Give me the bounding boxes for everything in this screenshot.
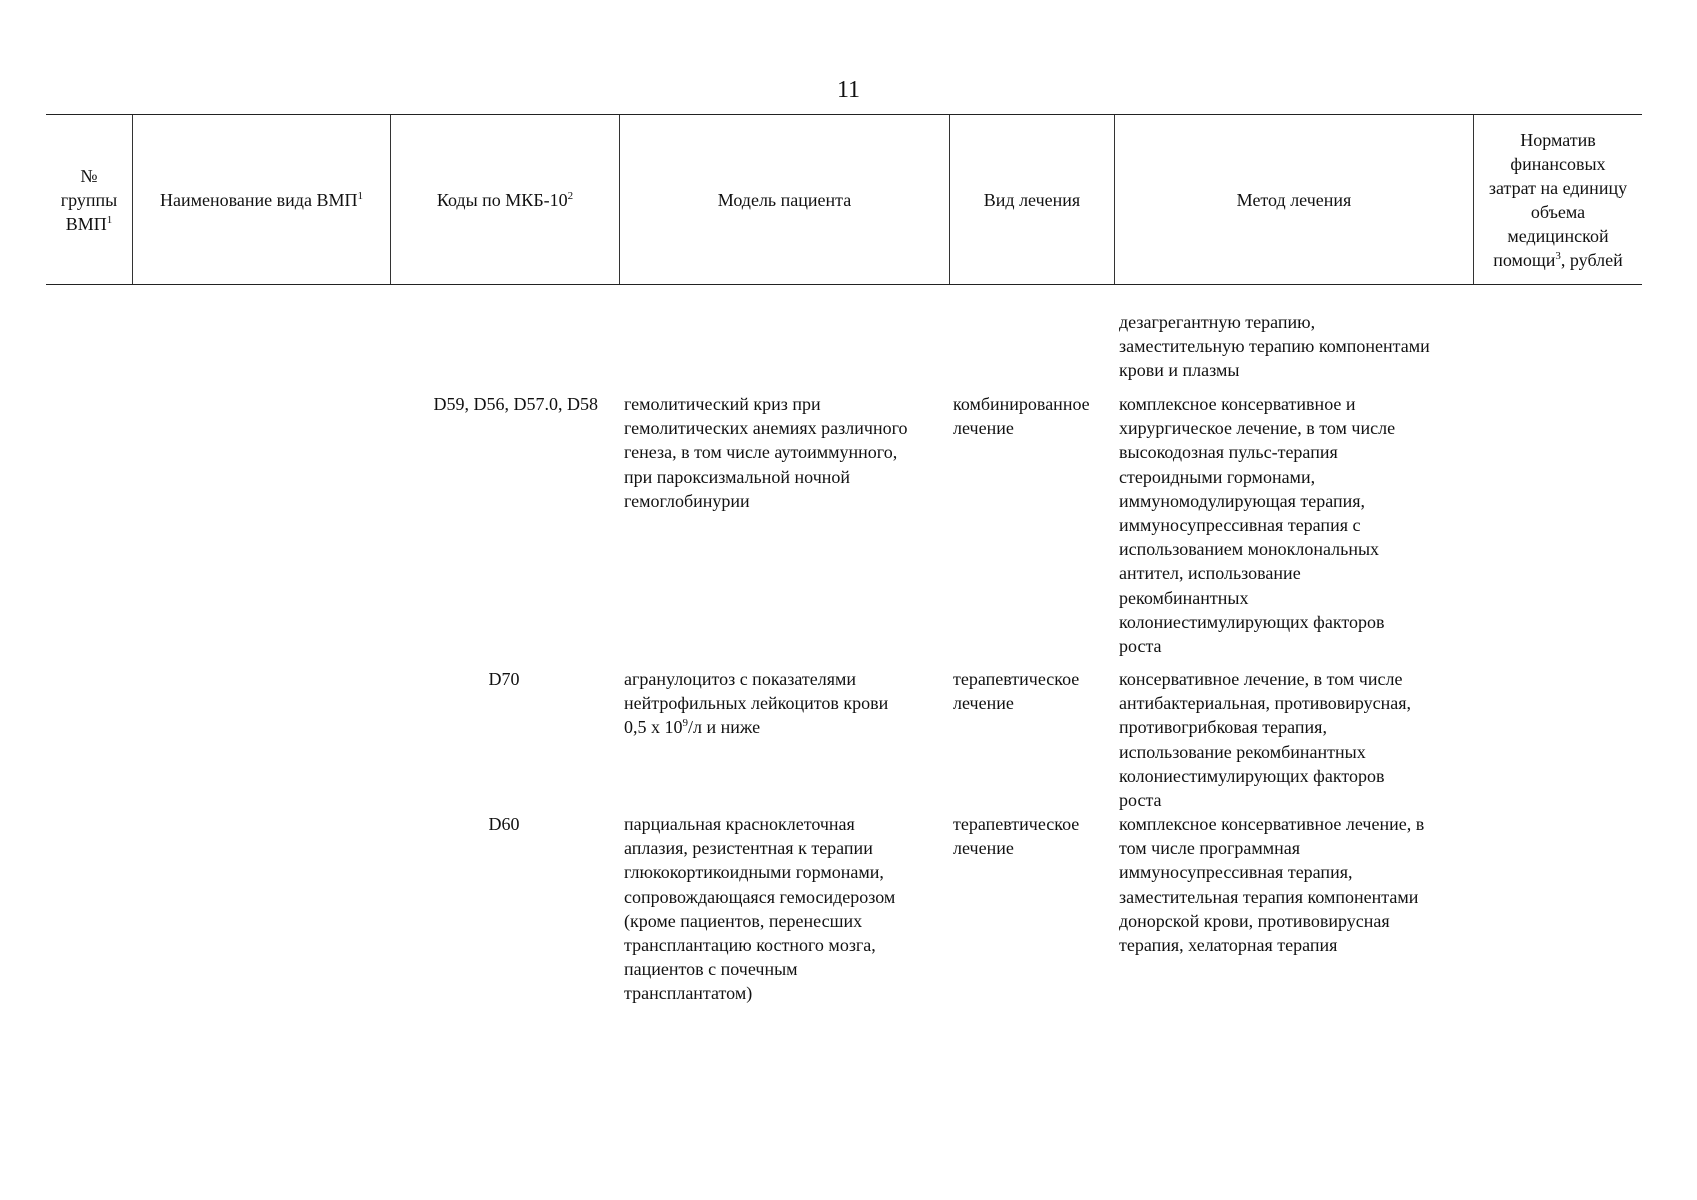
text-line: роста (1119, 790, 1162, 811)
text-line: хирургическое лечение, в том числе (1119, 418, 1396, 439)
table-row-2-patient-model (624, 667, 888, 740)
table-row-3-patient-model (624, 812, 895, 1006)
header-cost-norm-label: Норматив финансовых затрат на единицу объема медицинской помощи (1488, 129, 1628, 270)
footnote-marker: 2 (567, 189, 574, 202)
footnote-marker: 1 (106, 213, 113, 226)
text-line: иммуносупрессивная терапия с (1119, 515, 1361, 536)
table-header-row (46, 114, 1642, 285)
table-row-3-codes: D60 (488, 814, 520, 834)
text-line: гемолитических анемиях различного (624, 418, 908, 439)
footnote-marker: 3 (1555, 249, 1561, 262)
text-line: дезагрегантную терапию, (1119, 312, 1316, 332)
header-treatment-type (950, 115, 1115, 284)
text-line: лечение (953, 418, 1014, 439)
header-patient-model-label: Модель пациента (717, 189, 852, 210)
header-vmp-name-label: Наименование вида ВМП (160, 189, 358, 210)
exponent: 9 (682, 717, 688, 730)
text-line: крови и плазмы (1119, 360, 1240, 381)
text-line: парциальная красноклеточная (624, 814, 855, 834)
text-line: нейтрофильных лейкоцитов крови (624, 693, 889, 714)
text-line: заместительную терапию компонентами (1119, 336, 1430, 357)
text-line (624, 715, 888, 739)
text-line: рекомбинантных (1119, 587, 1249, 608)
text-line: использование рекомбинантных (1119, 741, 1366, 762)
text-fragment: /л и ниже (688, 717, 761, 738)
text-line: комплексное консервативное и (1119, 394, 1356, 414)
continuation-method-text (1119, 310, 1430, 383)
text-line: консервативное лечение, в том числе (1119, 669, 1403, 689)
text-line: аплазия, резистентная к терапии (624, 838, 873, 859)
text-line: трансплантатом) (624, 983, 753, 1004)
text-line: лечение (953, 838, 1014, 859)
text-line: противогрибковая терапия, (1119, 717, 1327, 738)
table-row-1-treatment-type (953, 392, 1090, 440)
table-row-1-treatment-method (1119, 392, 1395, 658)
text-line: антител, использование (1119, 563, 1301, 584)
table-row-2-treatment-type (953, 667, 1079, 715)
header-patient-model (620, 115, 950, 284)
text-line: гемолитический криз при (624, 394, 821, 414)
text-line: генеза, в том числе аутоиммунного, (624, 442, 898, 463)
text-line: при пароксизмальной ночной (624, 466, 851, 487)
page-number: 11 (836, 77, 861, 103)
text-line: том числе программная (1119, 838, 1301, 859)
text-fragment: 0,5 x 10 (624, 717, 683, 738)
header-treatment-method (1115, 115, 1474, 284)
header-vmp-name (133, 115, 391, 284)
header-treatment-method-label: Метод лечения (1236, 189, 1352, 210)
text-line: комплексное консервативное лечение, в (1119, 814, 1425, 834)
text-line: пациентов с почечным (624, 959, 798, 980)
footnote-marker: 1 (357, 189, 363, 202)
text-line: трансплантацию костного мозга, (624, 935, 876, 956)
table-row-2-treatment-method (1119, 667, 1411, 812)
text-line: антибактериальная, противовирусная, (1119, 693, 1412, 714)
text-line: заместительная терапия компонентами (1119, 886, 1419, 907)
text-line: комбинированное (953, 394, 1090, 414)
text-line: использованием моноклональных (1119, 539, 1380, 560)
text-line: высокодозная пульс-терапия (1119, 442, 1338, 463)
text-line: иммуномодулирующая терапия, (1119, 490, 1366, 511)
table-row-2-codes: D70 (488, 669, 520, 689)
text-line: колониестимулирующих факторов (1119, 765, 1385, 786)
header-group-number (46, 115, 133, 284)
header-group-number-label: № группы ВМП (60, 165, 118, 234)
header-icd-codes (391, 115, 620, 284)
table-row-1-patient-model (624, 392, 908, 513)
text-line: гемоглобинурии (624, 490, 750, 511)
header-treatment-type-label: Вид лечения (983, 189, 1081, 210)
text-line: агранулоцитоз с показателями (624, 669, 857, 689)
text-line: глюкокортикоидными гормонами, (624, 862, 884, 883)
text-line: (кроме пациентов, перенесших (624, 910, 863, 931)
header-cost-norm (1474, 115, 1642, 284)
table-row-3-treatment-type (953, 812, 1079, 860)
text-line: иммуносупрессивная терапия, (1119, 862, 1353, 883)
text-line: терапия, хелаторная терапия (1119, 935, 1338, 956)
text-line: терапевтическое (953, 669, 1080, 689)
text-line: колониестимулирующих факторов (1119, 611, 1385, 632)
header-cost-norm-tail: , рублей (1560, 249, 1623, 270)
text-line: стероидными гормонами, (1119, 466, 1316, 487)
table-row-1-codes: D59, D56, D57.0, D58 (433, 394, 598, 414)
text-line: донорской крови, противовирусная (1119, 910, 1390, 931)
table-row-3-treatment-method (1119, 812, 1424, 957)
text-line: лечение (953, 693, 1014, 714)
text-line: сопровождающаяся гемосидерозом (624, 886, 896, 907)
text-line: терапевтическое (953, 814, 1080, 834)
header-icd-codes-label: Коды по МКБ-10 (436, 189, 568, 210)
treatment-table (46, 114, 1642, 285)
text-line: роста (1119, 636, 1162, 657)
